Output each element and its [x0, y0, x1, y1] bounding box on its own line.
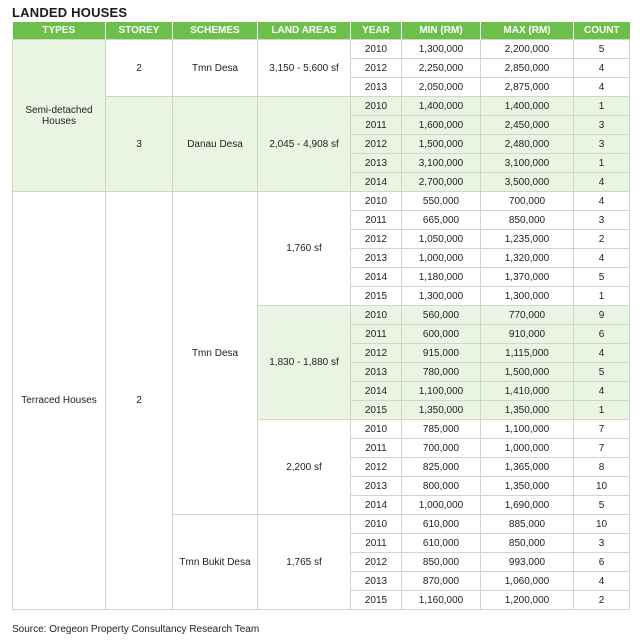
year-cell: 2012	[351, 59, 402, 78]
year-cell: 2015	[351, 591, 402, 610]
scheme-cell: Tmn Desa	[173, 192, 258, 515]
column-header-types: TYPES	[13, 22, 106, 40]
column-header-year: YEAR	[351, 22, 402, 40]
count-cell: 6	[574, 325, 630, 344]
max-price-cell: 1,115,000	[481, 344, 574, 363]
min-price-cell: 2,700,000	[402, 173, 481, 192]
year-cell: 2013	[351, 78, 402, 97]
min-price-cell: 825,000	[402, 458, 481, 477]
count-cell: 3	[574, 534, 630, 553]
max-price-cell: 1,320,000	[481, 249, 574, 268]
year-cell: 2011	[351, 211, 402, 230]
year-cell: 2012	[351, 553, 402, 572]
land-area-cell: 1,760 sf	[258, 192, 351, 306]
max-price-cell: 770,000	[481, 306, 574, 325]
min-price-cell: 870,000	[402, 572, 481, 591]
source-note: Source: Oregeon Property Consultancy Research Team	[12, 624, 260, 635]
count-cell: 4	[574, 249, 630, 268]
max-price-cell: 850,000	[481, 211, 574, 230]
count-cell: 1	[574, 287, 630, 306]
max-price-cell: 1,500,000	[481, 363, 574, 382]
count-cell: 1	[574, 97, 630, 116]
year-cell: 2011	[351, 116, 402, 135]
max-price-cell: 1,235,000	[481, 230, 574, 249]
max-price-cell: 1,410,000	[481, 382, 574, 401]
storey-cell: 3	[106, 97, 173, 192]
column-header-max: MAX (RM)	[481, 22, 574, 40]
year-cell: 2013	[351, 477, 402, 496]
table-body	[13, 40, 630, 610]
count-cell: 1	[574, 154, 630, 173]
min-price-cell: 2,050,000	[402, 78, 481, 97]
max-price-cell: 1,000,000	[481, 439, 574, 458]
max-price-cell: 1,690,000	[481, 496, 574, 515]
min-price-cell: 3,100,000	[402, 154, 481, 173]
min-price-cell: 1,350,000	[402, 401, 481, 420]
min-price-cell: 1,160,000	[402, 591, 481, 610]
max-price-cell: 1,060,000	[481, 572, 574, 591]
count-cell: 5	[574, 496, 630, 515]
count-cell: 7	[574, 420, 630, 439]
year-cell: 2010	[351, 192, 402, 211]
count-cell: 2	[574, 591, 630, 610]
min-price-cell: 2,250,000	[402, 59, 481, 78]
count-cell: 4	[574, 78, 630, 97]
storey-cell: 2	[106, 40, 173, 97]
min-price-cell: 1,180,000	[402, 268, 481, 287]
count-cell: 3	[574, 116, 630, 135]
count-cell: 8	[574, 458, 630, 477]
year-cell: 2015	[351, 401, 402, 420]
year-cell: 2012	[351, 135, 402, 154]
land-area-cell: 2,045 - 4,908 sf	[258, 97, 351, 192]
count-cell: 4	[574, 572, 630, 591]
land-area-cell: 3,150 - 5,600 sf	[258, 40, 351, 97]
count-cell: 4	[574, 382, 630, 401]
min-price-cell: 665,000	[402, 211, 481, 230]
max-price-cell: 1,365,000	[481, 458, 574, 477]
max-price-cell: 885,000	[481, 515, 574, 534]
max-price-cell: 2,450,000	[481, 116, 574, 135]
min-price-cell: 1,500,000	[402, 135, 481, 154]
year-cell: 2010	[351, 515, 402, 534]
year-cell: 2014	[351, 496, 402, 515]
max-price-cell: 700,000	[481, 192, 574, 211]
min-price-cell: 780,000	[402, 363, 481, 382]
min-price-cell: 1,050,000	[402, 230, 481, 249]
count-cell: 4	[574, 59, 630, 78]
year-cell: 2012	[351, 458, 402, 477]
min-price-cell: 700,000	[402, 439, 481, 458]
year-cell: 2013	[351, 154, 402, 173]
count-cell: 4	[574, 192, 630, 211]
year-cell: 2013	[351, 249, 402, 268]
max-price-cell: 1,400,000	[481, 97, 574, 116]
land-area-cell: 1,830 - 1,880 sf	[258, 306, 351, 420]
max-price-cell: 2,480,000	[481, 135, 574, 154]
table-row	[13, 40, 630, 59]
min-price-cell: 610,000	[402, 515, 481, 534]
min-price-cell: 800,000	[402, 477, 481, 496]
min-price-cell: 1,000,000	[402, 496, 481, 515]
min-price-cell: 600,000	[402, 325, 481, 344]
max-price-cell: 1,350,000	[481, 477, 574, 496]
max-price-cell: 3,100,000	[481, 154, 574, 173]
max-price-cell: 1,100,000	[481, 420, 574, 439]
table-title: LANDED HOUSES	[12, 5, 128, 20]
count-cell: 10	[574, 515, 630, 534]
year-cell: 2013	[351, 572, 402, 591]
year-cell: 2014	[351, 382, 402, 401]
count-cell: 3	[574, 211, 630, 230]
year-cell: 2010	[351, 420, 402, 439]
max-price-cell: 1,370,000	[481, 268, 574, 287]
count-cell: 2	[574, 230, 630, 249]
year-cell: 2012	[351, 230, 402, 249]
column-header-storey: STOREY	[106, 22, 173, 40]
max-price-cell: 2,200,000	[481, 40, 574, 59]
min-price-cell: 1,300,000	[402, 40, 481, 59]
count-cell: 9	[574, 306, 630, 325]
year-cell: 2011	[351, 439, 402, 458]
count-cell: 7	[574, 439, 630, 458]
min-price-cell: 1,600,000	[402, 116, 481, 135]
year-cell: 2015	[351, 287, 402, 306]
landed-houses-table	[12, 22, 630, 610]
scheme-cell: Danau Desa	[173, 97, 258, 192]
year-cell: 2013	[351, 363, 402, 382]
max-price-cell: 3,500,000	[481, 173, 574, 192]
scheme-cell: Tmn Bukit Desa	[173, 515, 258, 610]
year-cell: 2012	[351, 344, 402, 363]
type-cell: Terraced Houses	[13, 192, 106, 610]
count-cell: 1	[574, 401, 630, 420]
column-header-count: COUNT	[574, 22, 630, 40]
min-price-cell: 785,000	[402, 420, 481, 439]
min-price-cell: 850,000	[402, 553, 481, 572]
year-cell: 2010	[351, 306, 402, 325]
table-row	[13, 192, 630, 211]
min-price-cell: 610,000	[402, 534, 481, 553]
year-cell: 2010	[351, 40, 402, 59]
count-cell: 5	[574, 363, 630, 382]
year-cell: 2010	[351, 97, 402, 116]
count-cell: 3	[574, 135, 630, 154]
min-price-cell: 1,400,000	[402, 97, 481, 116]
count-cell: 4	[574, 173, 630, 192]
year-cell: 2011	[351, 325, 402, 344]
min-price-cell: 1,300,000	[402, 287, 481, 306]
count-cell: 5	[574, 40, 630, 59]
year-cell: 2014	[351, 173, 402, 192]
year-cell: 2011	[351, 534, 402, 553]
land-area-cell: 1,765 sf	[258, 515, 351, 610]
storey-cell: 2	[106, 192, 173, 610]
max-price-cell: 1,350,000	[481, 401, 574, 420]
max-price-cell: 1,200,000	[481, 591, 574, 610]
count-cell: 10	[574, 477, 630, 496]
land-area-cell: 2,200 sf	[258, 420, 351, 515]
scheme-cell: Tmn Desa	[173, 40, 258, 97]
type-cell: Semi-detached Houses	[13, 40, 106, 192]
column-header-land-areas: LAND AREAS	[258, 22, 351, 40]
count-cell: 6	[574, 553, 630, 572]
count-cell: 4	[574, 344, 630, 363]
max-price-cell: 2,850,000	[481, 59, 574, 78]
max-price-cell: 1,300,000	[481, 287, 574, 306]
min-price-cell: 550,000	[402, 192, 481, 211]
count-cell: 5	[574, 268, 630, 287]
column-header-schemes: SCHEMES	[173, 22, 258, 40]
max-price-cell: 2,875,000	[481, 78, 574, 97]
min-price-cell: 1,100,000	[402, 382, 481, 401]
max-price-cell: 993,000	[481, 553, 574, 572]
year-cell: 2014	[351, 268, 402, 287]
table-row	[13, 97, 630, 116]
max-price-cell: 910,000	[481, 325, 574, 344]
column-header-min: MIN (RM)	[402, 22, 481, 40]
min-price-cell: 915,000	[402, 344, 481, 363]
min-price-cell: 560,000	[402, 306, 481, 325]
min-price-cell: 1,000,000	[402, 249, 481, 268]
header-row	[13, 22, 630, 40]
max-price-cell: 850,000	[481, 534, 574, 553]
